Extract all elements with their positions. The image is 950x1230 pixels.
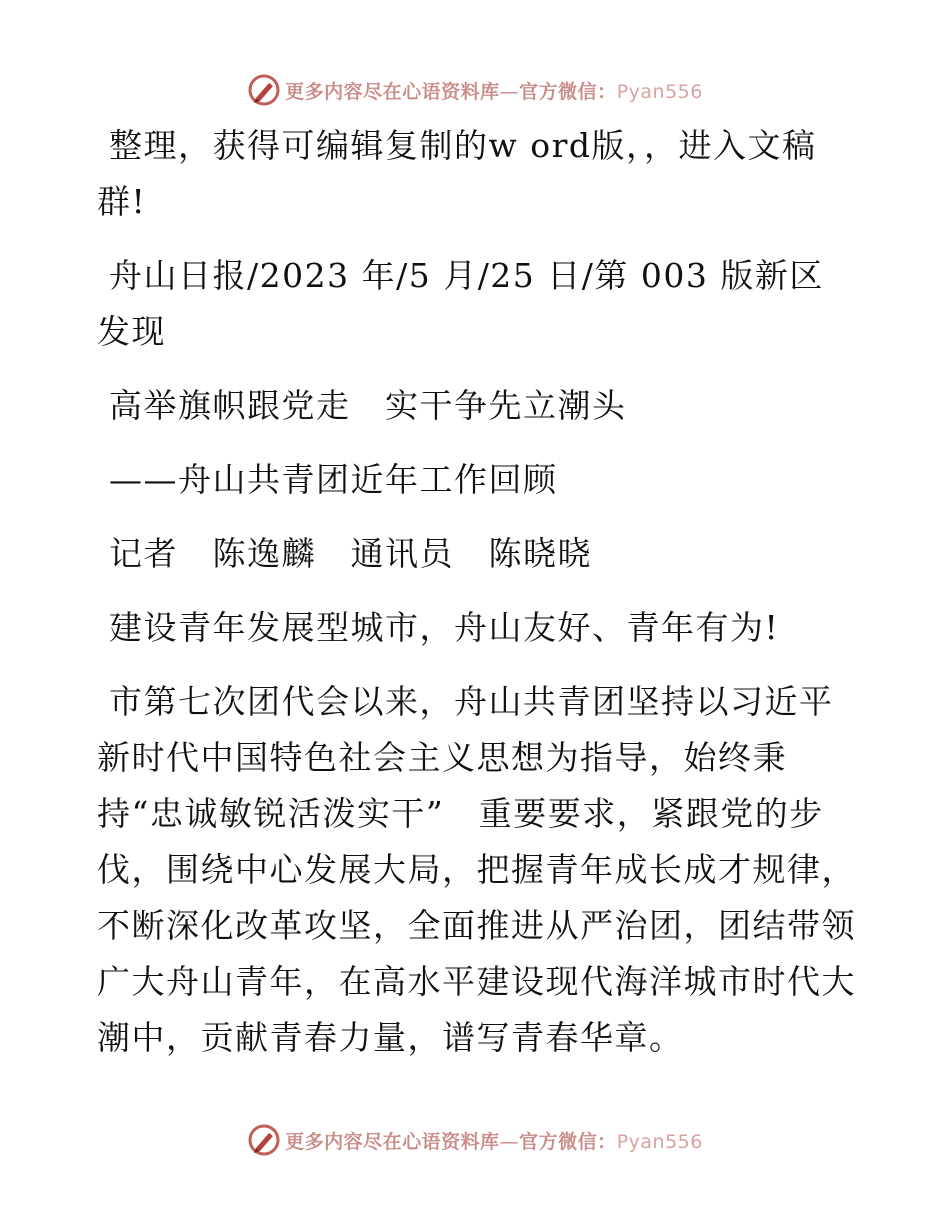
header-watermark	[0, 70, 950, 110]
article-lead: 建设青年发展型城市，舟山友好、青年有为!	[109, 608, 780, 647]
article-title: 高举旗帜跟党走 实干争先立潮头	[109, 386, 627, 425]
paragraph-intro: 整理，获得可编辑复制的w ord版，，进入文稿群!	[97, 126, 817, 221]
watermark-text: 更多内容尽在心语资料库—官方微信：Pyan556	[285, 1130, 703, 1153]
watermark-text: 更多内容尽在心语资料库—官方微信：Pyan556	[285, 80, 703, 103]
pen-logo-icon	[247, 1123, 281, 1157]
paragraph-source: 舟山日报/2023 年/5 月/25 日/第 003 版新区发现	[97, 256, 824, 351]
article-byline: 记者 陈逸麟 通讯员 陈晓晓	[109, 534, 592, 573]
pen-logo-icon	[247, 73, 281, 107]
article-body: 市第七次团代会以来，舟山共青团坚持以习近平新时代中国特色社会主义思想为指导，始终秉持“忠诚敏锐活泼实干” 重要要求，紧跟党的步伐，围绕中心发展大局，把握青年成长成才规律，不断深化改革攻坚，全面推进从严治团，团结带领广大舟山青年，在高水平建设现代海洋城市时代大潮中，贡献青春力量，谱写青春华章。	[97, 682, 856, 1057]
article-subtitle: ——舟山共青团近年工作回顾	[109, 460, 558, 499]
footer-watermark	[0, 1120, 950, 1160]
document-body	[97, 118, 857, 1084]
